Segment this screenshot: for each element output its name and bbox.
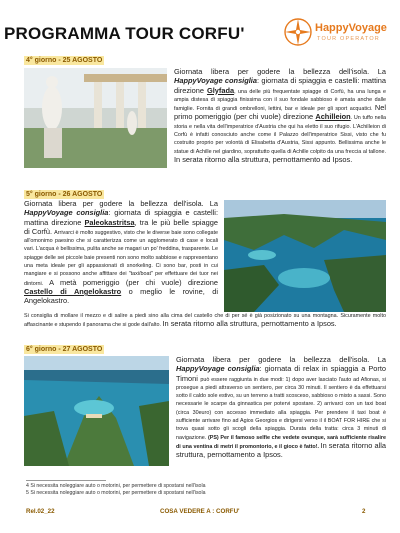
paleokastritsa-bay-photo xyxy=(224,200,386,312)
logo-subtitle: TOUR OPERATOR xyxy=(317,36,380,42)
footnote-divider xyxy=(26,480,106,481)
page-title: PROGRAMMA TOUR CORFU' xyxy=(4,24,245,43)
footer-section: COSA VEDERE A : CORFU' xyxy=(160,508,240,515)
footer-page-number: 2 xyxy=(362,508,366,515)
footnotes xyxy=(26,483,205,497)
footer-release: Rel.02_22 xyxy=(26,508,55,515)
footnote-5: 5 Si necessita noleggiare auto o motorini, per permettere di spostarsi nell'isola xyxy=(26,490,206,496)
day5-heading: 5° giorno - 26 AGOSTO xyxy=(26,191,103,198)
day4-heading: 4° giorno - 25 AGOSTO xyxy=(26,57,103,64)
day6-heading: 6° giorno - 27 AGOSTO xyxy=(26,346,103,353)
day4-text: Giornata libera per godere la bellezza dell'isola. La HappyVoyage consiglia: giornata di spiaggia e castelli: mattina direzione Glyfada, una delle più frequentate spiagge di Corfù, ha una lunga e ampia distesa di spiaggia finissima con il suo fondale sabbioso è amata anche dalle famiglie. Fornita di grandi ombrelloni, lettini, bar e ideale per gli sport acquatici. Nel primo pomeriggio (per chi vuole) direzione Achilleion. Un tuffo nella storia e nella vita dell'imperatrice d'Austria che qui ha eletto il suo rifugio. L'Achilleion di Corfù è infatti conosciuto anche come il Palazzo dell'imperatrice Sissi, visto che fu costruito proprio per volontà di Elisabetta d'Austria, Sissi appunto. Bellissima anche le statue di Achille nel giardino, soprattutto quella di Achille colpito da una freccia al tallone. In serata ritorno alla struttura, pernottamento ad Ipsos. xyxy=(174,68,386,164)
compass-logo-icon xyxy=(283,17,313,47)
day5-text-full: Si consiglia di mollare il mezzo e di salire a piedi sino alla cima del castello che di per sé è già posizionato su una montagna. Sicuramente molto affascinante e stupendo il panorama che si gode dall'alto. In serata ritorno alla struttura, pernottamento a Ipsos. xyxy=(24,313,386,329)
day6-text: Giornata libera per godere la bellezza dell'isola. La HappyVoyage consiglia: giornata di relax in spiaggia a Porto Timoni può essere raggiunta in due modi: 1) dopo aver lasciato l'auto ad Afionas, si prosegue a piedi attraverso un sentiero, per circa 30 minuti. Il sentiero è da effettuarsi sotto il caldo sole estivo, su un terreno a tratti scosceso, sabbioso o misto a sassi. Sono necessarie le scarpe da ginnastica per potervi spostare. 2) arrivarci con un taxi boat (circa 30euro) con accesso immediato alla spiaggia. Per prendere il taxi boat è sufficiente arrivare fino ad Agios Georgios e dirigersi verso il il BOAT FOR HIRE che si trova quasi sotto gli scogli della spiaggia. Durata della tratta: circa 3 minuti di navigazione. (PS) Per il famoso selfie che vedete ovunque, sarà sufficiente risalire di una ventina di metri il promontorio, e il gioco è fatto!. In serata ritorno alla struttura, pernottamento a Ipsos. xyxy=(176,356,386,460)
porto-timoni-photo xyxy=(24,356,169,466)
achilleion-statue-photo xyxy=(24,68,167,168)
day5-text-wrap: Giornata libera per godere la bellezza dell'isola. La HappyVoyage consiglia: giornata di spiaggia e castelli: mattina direzione Paleokastritsa, tra le più belle spiagge di Corfù. Arrivarci è molto suggestivo, visto che le diverse baie sono collegate all'omonimo paesino che si caratterizza come un agglomerato di case e locali vari. L'acqua è bellissima, pulita anche se magari un po' freddina, trasparente. Le spiagge delle sei piccole baie presenti non sono molto sabbiose e rappresentano una meta ideale per gli appassionati di snorkeling. Ci sono bar, posti in cui mangiare e si possono anche affittare dei "taxi/boat" per effettuare dei tuor nei dintorni. A metà pomeriggio (per chi vuole) direzione Castello di Angelokastro o meglio le rovine, di Angelokastro. xyxy=(24,200,218,306)
happyvoyage-logo xyxy=(283,16,395,48)
footnote-4: 4 Si necessita noleggiare auto o motorini, per permettere di spostarsi nell'isola xyxy=(26,483,206,489)
logo-brand: HappyVoyage xyxy=(315,22,387,34)
page-footer xyxy=(0,508,400,518)
